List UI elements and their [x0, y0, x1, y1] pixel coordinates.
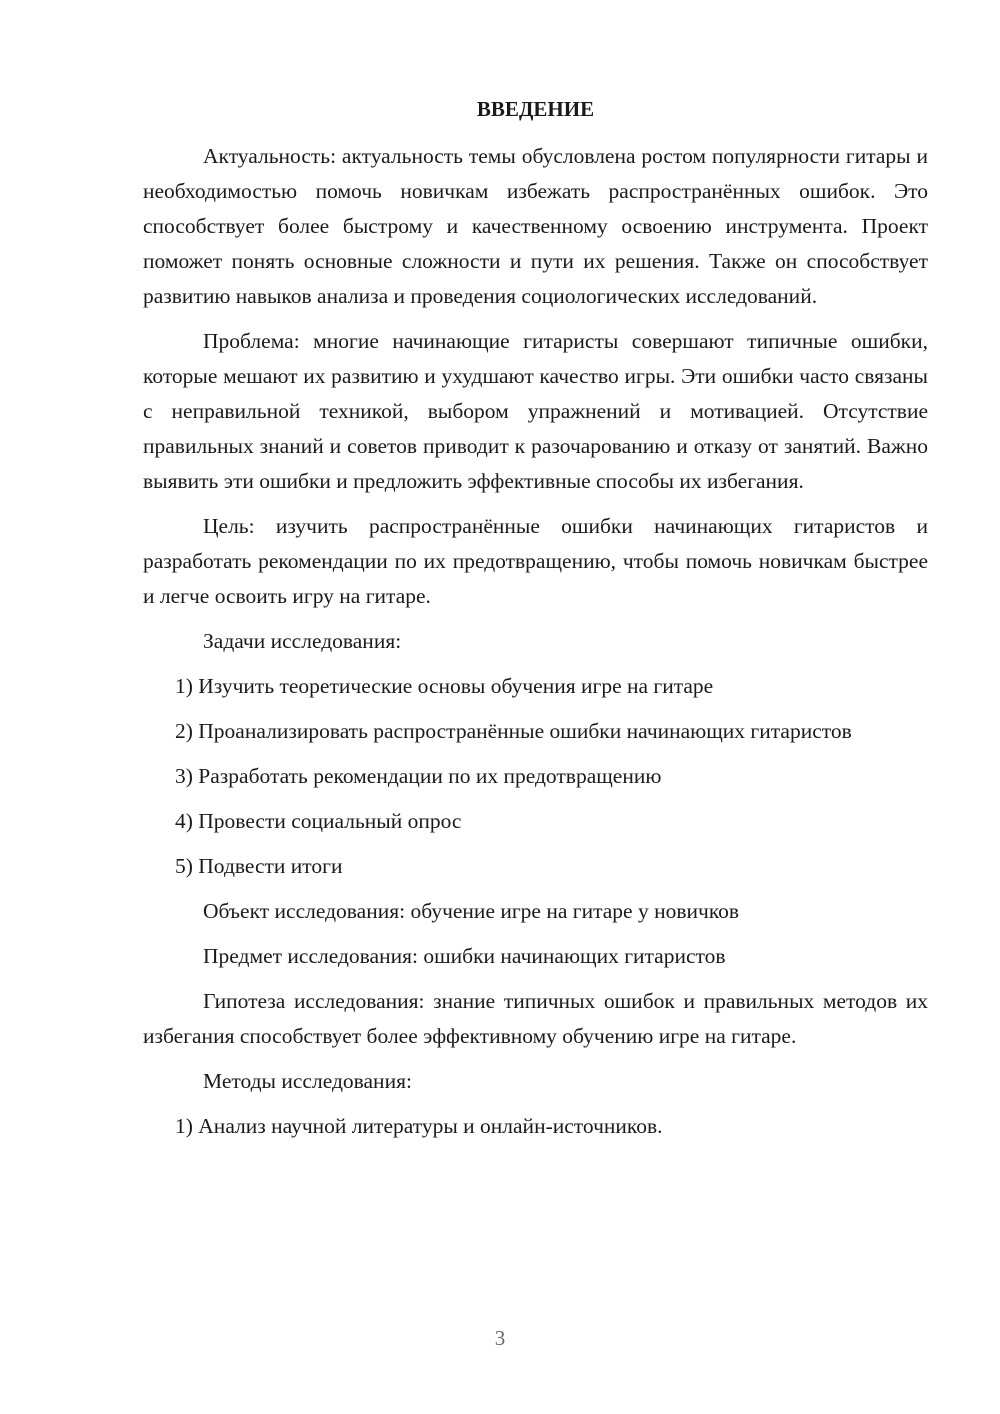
hypothesis-paragraph: Гипотеза исследования: знание типичных ошибок и правильных методов их избегания способствует более эффективному обучению игре на гитаре.: [143, 989, 928, 1048]
task-item: 2) Проанализировать распространённые ошибки начинающих гитаристов: [175, 719, 852, 743]
tasks-heading: Задачи исследования:: [203, 629, 402, 653]
object-paragraph: Объект исследования: обучение игре на гитаре у новичков: [203, 899, 740, 923]
task-item: 1) Изучить теоретические основы обучения игре на гитаре: [175, 674, 714, 698]
methods-heading: Методы исследования:: [203, 1069, 412, 1093]
relevance-paragraph: Актуальность: актуальность темы обусловлена ростом популярности гитары и необходимостью помочь новичкам избежать распространённых ошибок. Это способствует более быстрому и качественному освоению инструмента. Проект поможет понять основные сложности и пути их решения. Также он способствует развитию навыков анализа и проведения социологических исследований.: [143, 144, 928, 308]
task-item: 5) Подвести итоги: [175, 854, 343, 878]
task-item: 4) Провести социальный опрос: [175, 809, 462, 833]
page-number: 3: [494, 1326, 506, 1350]
document-page: [143, 92, 928, 1154]
section-title: ВВЕДЕНИЕ: [476, 97, 595, 121]
problem-paragraph: Проблема: многие начинающие гитаристы совершают типичные ошибки, которые мешают их развитию и ухудшают качество игры. Эти ошибки часто связаны с неправильной техникой, выбором упражнений и мотивацией. Отсутствие правильных знаний и советов приводит к разочарованию и отказу от занятий. Важно выявить эти ошибки и предложить эффективные способы их избегания.: [143, 329, 928, 493]
goal-paragraph: Цель: изучить распространённые ошибки начинающих гитаристов и разработать рекомендации по их предотвращению, чтобы помочь новичкам быстрее и легче освоить игру на гитаре.: [143, 514, 928, 608]
method-item: 1) Анализ научной литературы и онлайн-источников.: [175, 1114, 663, 1138]
subject-paragraph: Предмет исследования: ошибки начинающих гитаристов: [203, 944, 726, 968]
task-item: 3) Разработать рекомендации по их предотвращению: [175, 764, 662, 788]
